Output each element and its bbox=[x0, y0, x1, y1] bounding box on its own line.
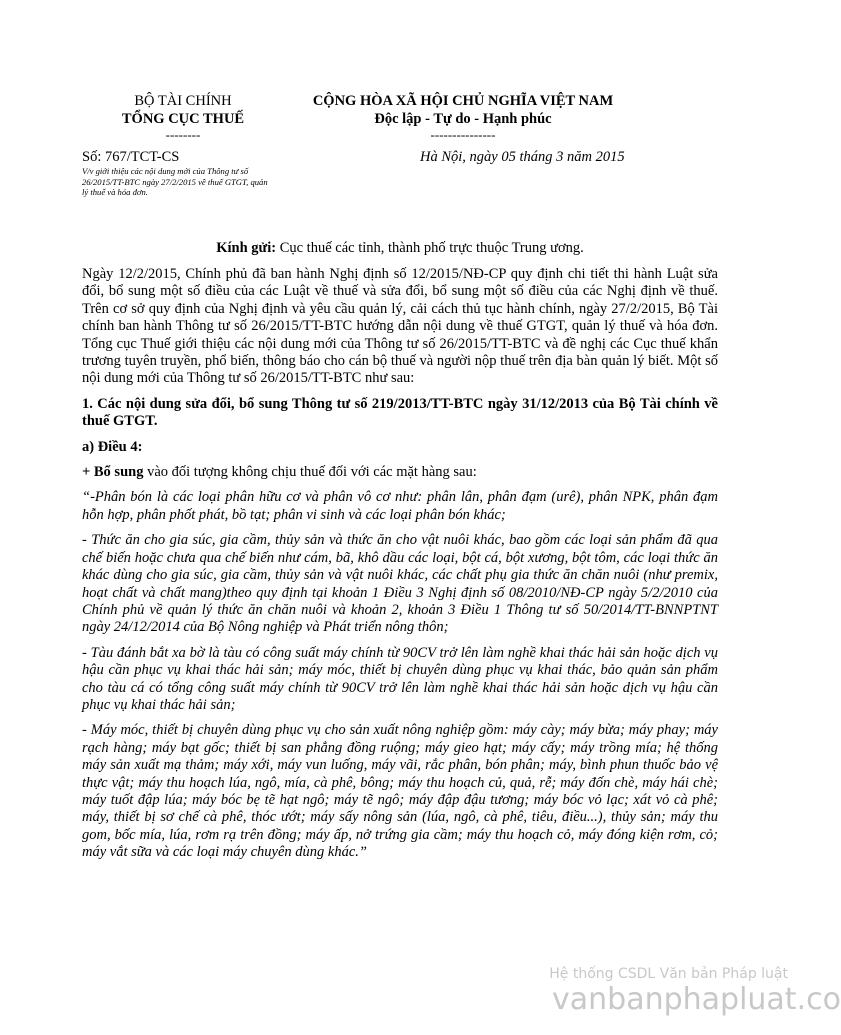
supplement-paragraph bbox=[82, 464, 718, 481]
list-item: “-Phân bón là các loại phân hữu cơ và phân vô cơ như: phân lân, phân đạm (urê), phân NPK, phân đạm hỗn hợp, phân phốt phát, bồ tạt; phân vi sinh và các loại phân bón khác; bbox=[82, 489, 718, 523]
section-heading: 1. Các nội dung sửa đổi, bổ sung Thông tư số 219/2013/TT-BTC ngày 31/12/2013 của Bộ Tài chính về thuế GTGT. bbox=[82, 395, 718, 430]
intro-paragraph: Ngày 12/2/2015, Chính phủ đã ban hành Nghị định số 12/2015/NĐ-CP quy định chi tiết thi hành Luật sửa đổi, bổ sung một số điều của các Luật về thuế và sửa đổi, bổ sung một số điều của các Nghị định về thuế. Trên cơ sở quy định của Nghị định và yêu cầu quản lý, cải cách thủ tục hành chính, ngày 27/2/2015, Bộ Tài chính ban hành Thông tư số 26/2015/TT-BTC hướng dẫn nội dung về thuế GTGT, quản lý thuế và hóa đơn. Tổng cục Thuế giới thiệu các nội dung mới của Thông tư số 26/2015/TT-BTC và đề nghị các Cục thuế khẩn trương tuyên truyền, phổ biến, thông báo cho cán bộ thuế và người nộp thuế trên địa bàn quản lý biết. Một số nội dung mới của Thông tư số 26/2015/TT-BTC như sau: bbox=[82, 266, 718, 387]
greeting-recipients: Cục thuế các tỉnh, thành phố trực thuộc Trung ương. bbox=[276, 240, 584, 256]
document-body bbox=[82, 266, 718, 870]
department-name: TỔNG CỤC THUẾ bbox=[121, 111, 245, 127]
place-date: Hà Nội, ngày 05 tháng 3 năm 2015 bbox=[420, 149, 625, 165]
national-title-block bbox=[288, 92, 638, 142]
watermark-site: vanbanphapluat.co bbox=[552, 982, 841, 1017]
issuer-block bbox=[112, 92, 254, 142]
article-heading: a) Điều 4: bbox=[82, 438, 143, 455]
greeting bbox=[82, 240, 718, 257]
document-number: Số: 767/TCT-CS bbox=[82, 149, 180, 165]
list-item: - Máy móc, thiết bị chuyên dùng phục vụ cho sản xuất nông nghiệp gồm: máy cày; máy bừa; máy phay; máy rạch hàng; máy bạt gốc; thiết bị san phẳng đồng ruộng; máy gieo hạt; máy cấy; máy trồng mía; hệ thống máy sản xuất mạ thảm; máy xới, máy vun luống, máy vãi, rắc phân, bón phân; máy, bình phun thuốc bảo vệ thực vật; máy thu hoạch lúa, ngô, mía, cà phê, bông; máy thu hoạch củ, quả, rễ; máy đốn chè, máy hái chè; máy tuốt đập lúa; máy bóc bẹ tẽ hạt ngô; máy tẽ ngô; máy đập đậu tương; máy bóc vỏ lạc; xát vỏ cà phê; máy, thiết bị sơ chế cà phê, thóc ướt; máy sấy nông sản (lúa, ngô, cà phê, tiêu, điều...), thủy sản; máy thu gom, bốc mía, lúa, rơm rạ trên đồng; máy ấp, nở trứng gia cầm; máy thu hoạch cỏ, máy đóng kiện rơm, cỏ; máy vắt sữa và các loại máy chuyên dùng khác.” bbox=[82, 722, 718, 861]
list-item: - Thức ăn cho gia súc, gia cầm, thủy sản và thức ăn cho vật nuôi khác, bao gồm các loại sản phẩm đã qua chế biến hoặc chưa qua chế biến như cám, bã, khô dầu các loại, bột cá, bột xương, bột tôm, các loại thức ăn khác dùng cho gia súc, gia cầm, thủy sản và vật nuôi khác, các chất phụ gia thức ăn chăn nuôi (như premix, hoạt chất và chất mang)theo quy định tại khoản 1 Điều 3 Nghị định số 08/2010/NĐ-CP ngày 5/2/2010 của Chính phủ về quản lý thức ăn chăn nuôi và khoản 2, khoản 3 Điều 1 Thông tư số 50/2014/TT-BNNPTNT ngày 24/12/2014 của Bộ Nông nghiệp và Phát triển nông thôn; bbox=[82, 532, 718, 636]
document-subject: V/v giới thiệu các nội dung mới của Thông tư số 26/2015/TT-BTC ngày 27/2/2015 về thuế GTGT, quản lý thuế và hóa đơn. bbox=[82, 166, 268, 197]
national-motto: Độc lập - Tự do - Hạnh phúc bbox=[374, 111, 552, 127]
greeting-label: Kính gửi: bbox=[216, 240, 277, 256]
watermark-caption: Hệ thống CSDL Văn bản Pháp luật bbox=[549, 966, 788, 982]
motto-divider: --------------- bbox=[430, 127, 496, 142]
supplement-text: vào đối tượng không chịu thuế đối với các mặt hàng sau: bbox=[143, 464, 477, 481]
issuer-divider: -------- bbox=[165, 127, 201, 142]
ministry-name: BỘ TÀI CHÍNH bbox=[134, 93, 232, 109]
list-item: - Tàu đánh bắt xa bờ là tàu có công suất máy chính từ 90CV trở lên làm nghề khai thác hải sản hoặc dịch vụ hậu cần phục vụ khai thác hải sản; máy móc, thiết bị chuyên dùng phục vụ khai thác, bảo quản sản phẩm cho tàu cá có tổng công suất máy chính từ 90CV trở lên làm nghề khai thác hải sản hoặc dịch vụ hậu cần phục vụ khai thác hải sản; bbox=[82, 644, 718, 713]
national-title: CỘNG HÒA XÃ HỘI CHỦ NGHĨA VIỆT NAM bbox=[312, 93, 614, 109]
supplement-label: + Bổ sung bbox=[82, 464, 144, 481]
